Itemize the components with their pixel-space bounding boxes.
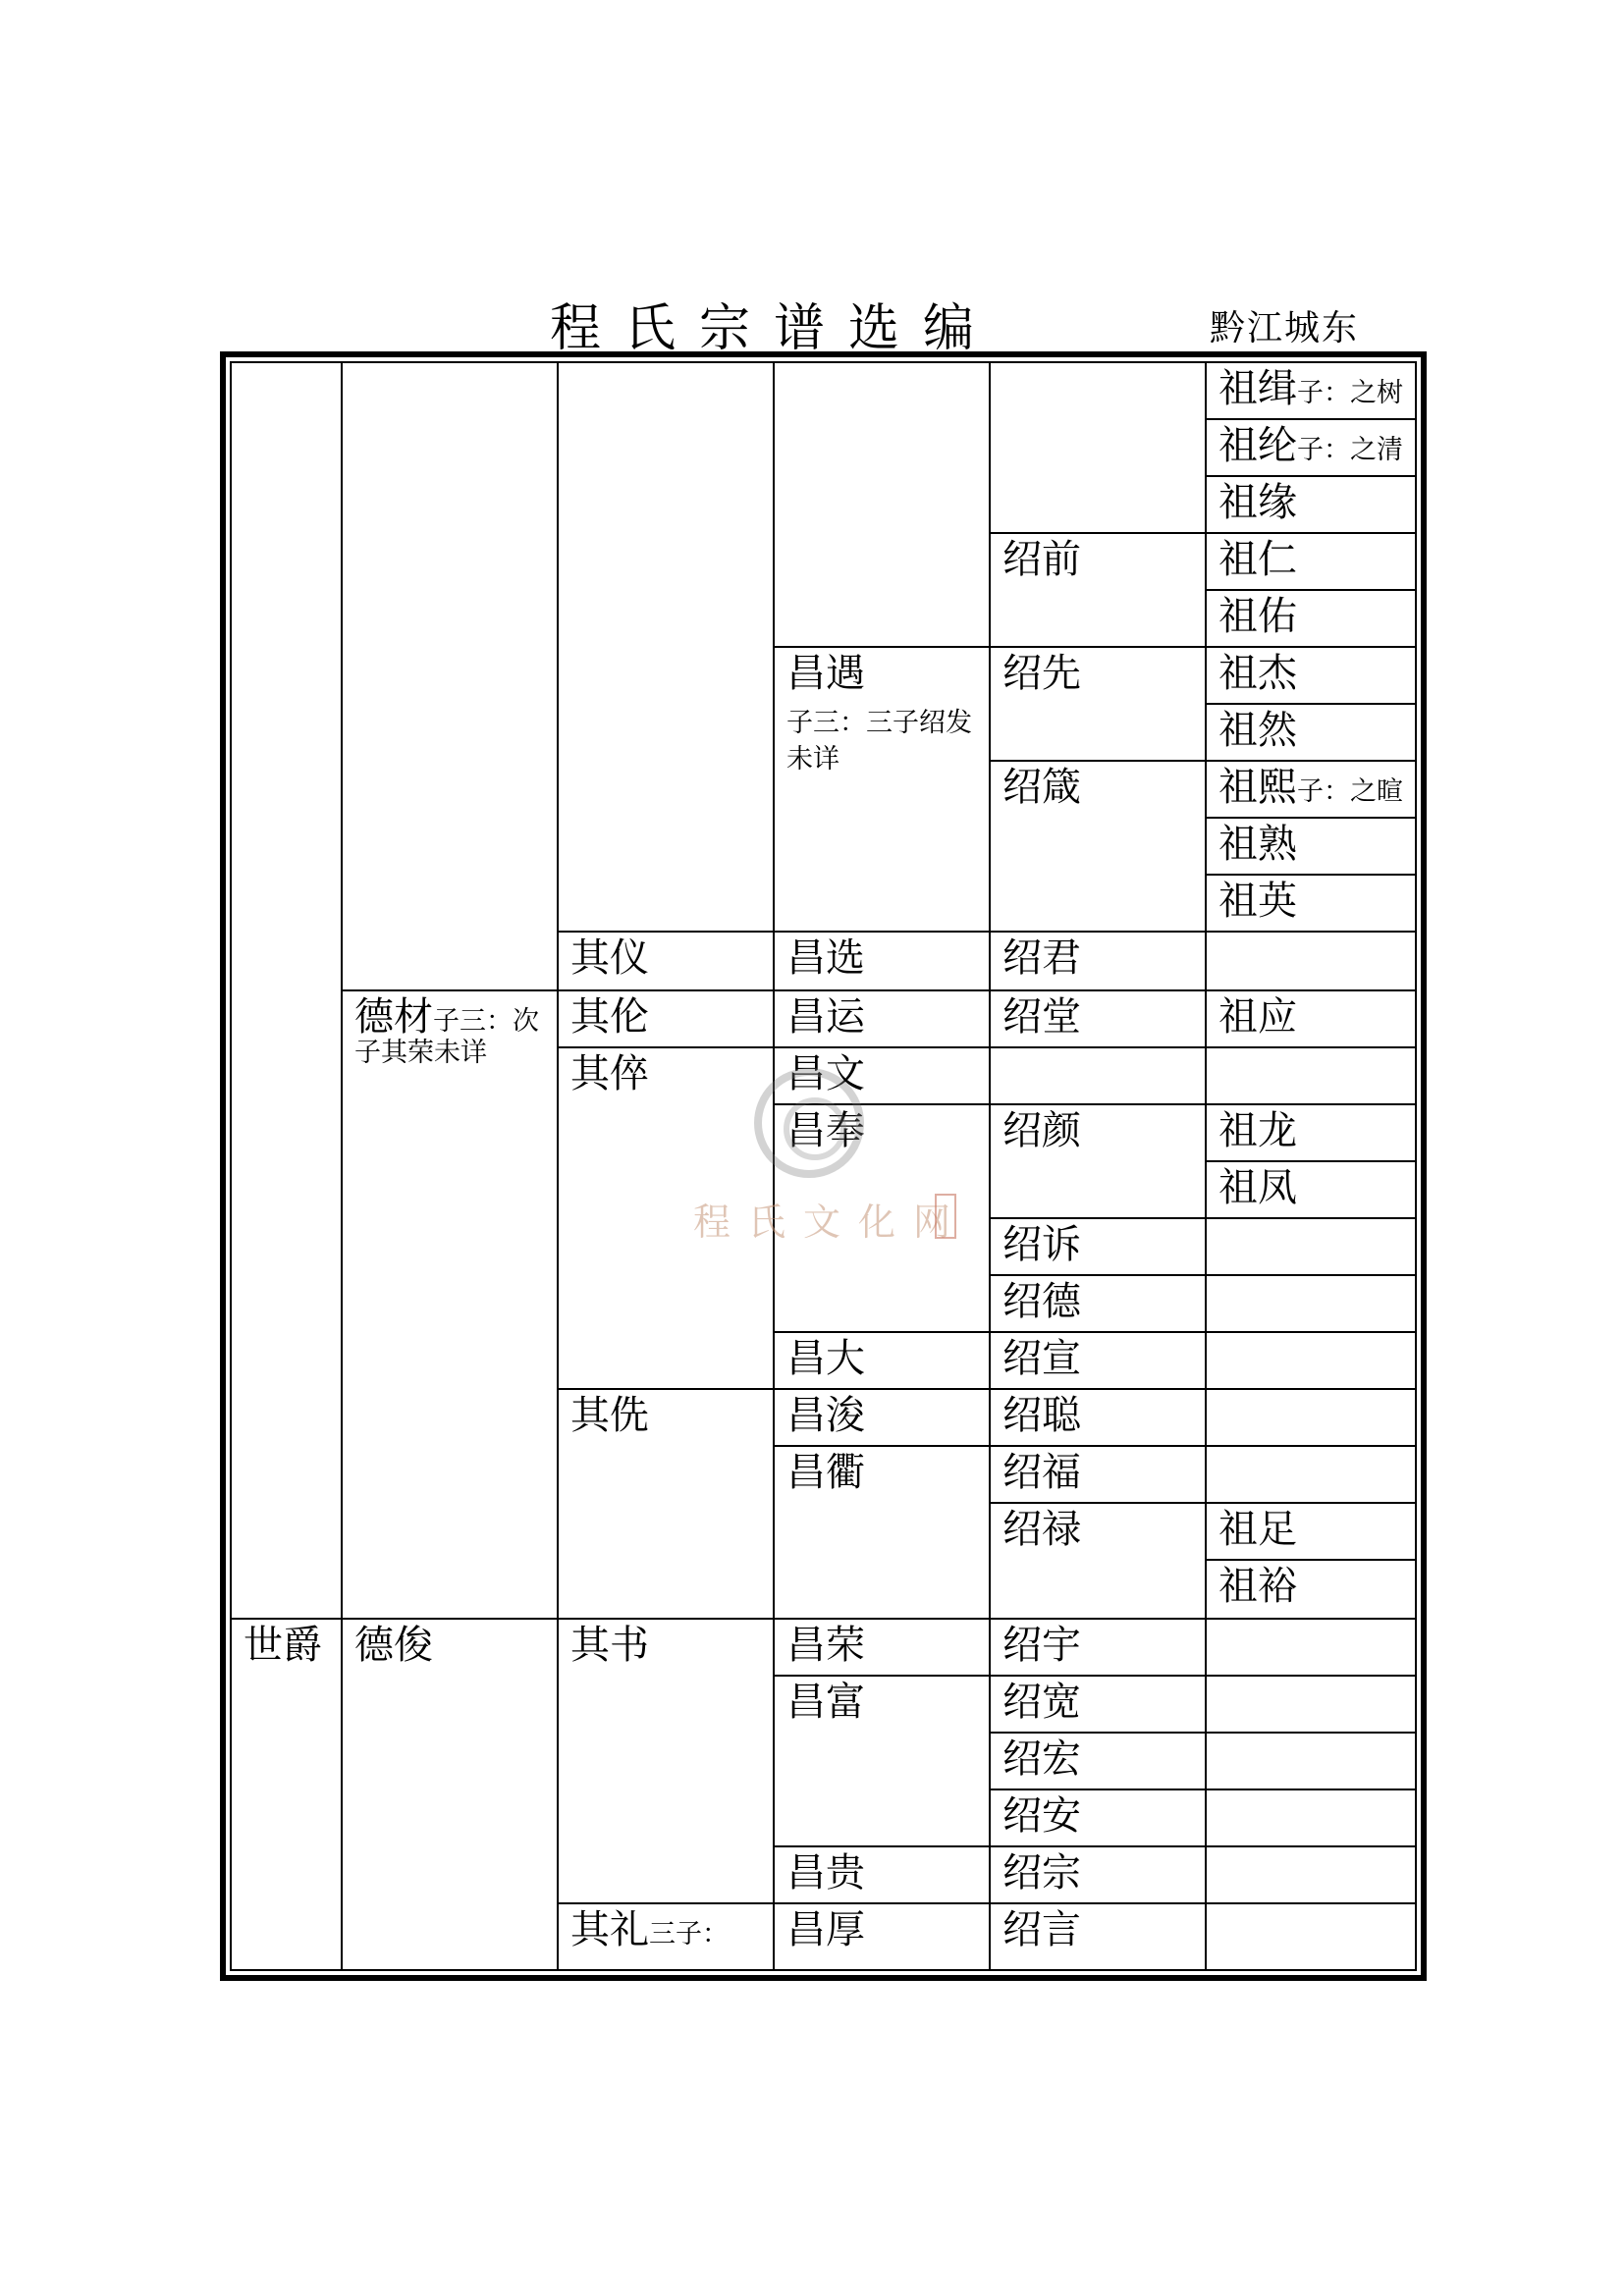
row-divider: [773, 1331, 989, 1333]
row-divider: [557, 1388, 773, 1390]
row-divider: [1205, 1331, 1417, 1333]
person-name: 昌贵: [786, 1850, 865, 1896]
row-divider: [557, 1046, 773, 1048]
row-divider: [1205, 874, 1417, 876]
person-cell: [1002, 1623, 1081, 1668]
person-name: 祖裕: [1218, 1564, 1297, 1609]
person-cell: [1002, 935, 1081, 981]
person-cell: [1218, 423, 1403, 468]
person-name: 绍宽: [1002, 1680, 1081, 1725]
row-divider: [1205, 931, 1417, 933]
person-name: 祖纶: [1218, 423, 1297, 468]
person-name: 绍聪: [1002, 1393, 1081, 1438]
person-cell: [244, 1623, 322, 1668]
row-divider: [1205, 1160, 1417, 1162]
person-name: 其侁: [570, 1393, 649, 1438]
person-cell: [1218, 1165, 1297, 1210]
row-divider: [989, 931, 1205, 933]
person-name: 祖熟: [1218, 822, 1297, 867]
branch-region: 黔江城东: [1210, 308, 1360, 348]
person-name: 祖缉: [1218, 366, 1297, 411]
row-divider: [989, 1331, 1205, 1333]
person-cell: [786, 1623, 865, 1668]
row-divider: [341, 989, 557, 991]
row-divider: [1205, 1274, 1417, 1276]
person-name: 绍颜: [1002, 1108, 1081, 1153]
row-divider: [1205, 1388, 1417, 1390]
person-name: 绍前: [1002, 537, 1081, 582]
row-divider: [1205, 760, 1417, 762]
person-cell: [1218, 594, 1297, 639]
person-cell: [1218, 994, 1297, 1040]
person-cell: [570, 994, 649, 1040]
person-cell: [570, 935, 649, 981]
row-divider: [773, 1445, 989, 1447]
person-name: 绍君: [1002, 935, 1081, 981]
person-cell: [786, 994, 865, 1040]
row-divider: [557, 989, 773, 991]
row-divider: [1205, 1502, 1417, 1504]
sons-note: 三子：: [649, 1919, 729, 1949]
row-divider: [1205, 532, 1417, 534]
person-cell: [786, 935, 865, 981]
watermark-stamp-icon: [935, 1194, 956, 1239]
person-cell: [1218, 1564, 1297, 1609]
person-name: 祖然: [1218, 708, 1297, 753]
person-name: 其伦: [570, 994, 649, 1040]
row-divider: [989, 1732, 1205, 1734]
person-cell: [1002, 765, 1081, 810]
sons-note-detail: 子其荣未详: [354, 1038, 487, 1068]
row-divider: [1205, 589, 1417, 591]
person-name: 昌荣: [786, 1623, 865, 1668]
row-divider: [1205, 1675, 1417, 1677]
row-divider: [341, 1618, 557, 1620]
row-divider: [1205, 703, 1417, 705]
column-divider: [989, 361, 991, 1971]
person-cell: [786, 1907, 865, 1952]
person-name: 昌运: [786, 994, 865, 1040]
person-name: 祖熙: [1218, 765, 1297, 810]
person-name: 昌选: [786, 935, 865, 981]
row-divider: [557, 1902, 773, 1904]
row-divider: [989, 1274, 1205, 1276]
row-divider: [989, 1902, 1205, 1904]
person-cell: [1002, 1393, 1081, 1438]
sons-note: 子：之暄: [1297, 776, 1403, 807]
sons-note: 子：之树: [1297, 378, 1403, 408]
row-divider: [773, 1902, 989, 1904]
row-divider: [989, 1845, 1205, 1847]
person-cell: [570, 1623, 649, 1668]
row-divider: [1205, 1789, 1417, 1790]
row-divider: [989, 646, 1205, 648]
person-cell: [1218, 1507, 1297, 1552]
row-divider: [989, 1502, 1205, 1504]
person-cell: [570, 1051, 649, 1096]
watermark-seal-icon: [754, 1068, 864, 1178]
person-cell: [1002, 651, 1081, 696]
person-name: 其书: [570, 1623, 649, 1668]
person-cell: [1002, 1222, 1081, 1267]
sons-note: 子三：次: [433, 1006, 539, 1037]
person-cell: [1002, 1336, 1081, 1381]
person-name: 德材: [354, 994, 433, 1040]
person-name: 昌厚: [786, 1907, 865, 1952]
person-name: 德俊: [354, 1623, 433, 1668]
person-cell: [1002, 537, 1081, 582]
person-cell: [1218, 822, 1297, 867]
row-divider: [1205, 1618, 1417, 1620]
person-name: 昌衢: [786, 1450, 865, 1495]
person-cell: [354, 994, 539, 1040]
person-cell: [354, 1623, 433, 1668]
person-cell: [786, 1850, 865, 1896]
person-name: 祖凤: [1218, 1165, 1297, 1210]
person-name: 绍德: [1002, 1279, 1081, 1324]
person-name: 祖佑: [1218, 594, 1297, 639]
person-cell: [1002, 1736, 1081, 1782]
person-cell: [1002, 1450, 1081, 1495]
person-name: 祖缘: [1218, 480, 1297, 525]
row-divider: [1205, 1845, 1417, 1847]
person-cell: [570, 1907, 729, 1952]
row-divider: [773, 1388, 989, 1390]
row-divider: [773, 1675, 989, 1677]
person-cell: [786, 1450, 865, 1495]
row-divider: [1205, 1217, 1417, 1219]
page-title: 程氏宗谱选编: [550, 299, 999, 358]
person-cell: [570, 1393, 649, 1438]
row-divider: [1205, 817, 1417, 819]
person-cell: [1002, 1507, 1081, 1552]
row-divider: [989, 1789, 1205, 1790]
person-name: 其仪: [570, 935, 649, 981]
person-name: 祖应: [1218, 994, 1297, 1040]
row-divider: [773, 931, 989, 933]
person-name: 绍宗: [1002, 1850, 1081, 1896]
person-cell: [1002, 1850, 1081, 1896]
person-name: 世爵: [244, 1623, 322, 1668]
person-cell: [1218, 765, 1403, 810]
row-divider: [1205, 418, 1417, 420]
person-cell: [1002, 1907, 1081, 1952]
row-divider: [1205, 1046, 1417, 1048]
person-name: 昌文: [786, 1051, 865, 1096]
person-name: 其礼: [570, 1907, 649, 1952]
row-divider: [1205, 1559, 1417, 1561]
person-name: 绍诉: [1002, 1222, 1081, 1267]
row-divider: [230, 1618, 341, 1620]
person-name: 绍宇: [1002, 1623, 1081, 1668]
person-cell: [1218, 651, 1297, 696]
row-divider: [557, 931, 773, 933]
row-divider: [773, 1046, 989, 1048]
column-divider: [557, 361, 559, 1971]
person-name: 绍宏: [1002, 1736, 1081, 1782]
person-name: 绍宣: [1002, 1336, 1081, 1381]
column-divider: [1205, 361, 1207, 1971]
row-divider: [989, 1618, 1205, 1620]
watermark-text: 程氏文化网: [693, 1201, 969, 1244]
person-cell: [1218, 708, 1297, 753]
person-name: 昌遇: [786, 651, 865, 696]
person-name: 其倅: [570, 1051, 649, 1096]
column-divider: [341, 361, 343, 1971]
row-divider: [1205, 475, 1417, 477]
person-name: 祖英: [1218, 879, 1297, 924]
row-divider: [989, 989, 1205, 991]
row-divider: [989, 532, 1205, 534]
row-divider: [1205, 1103, 1417, 1105]
person-name: 绍先: [1002, 651, 1081, 696]
row-divider: [773, 646, 989, 648]
person-cell: [786, 1680, 865, 1725]
row-divider: [989, 760, 1205, 762]
row-divider: [773, 1618, 989, 1620]
person-cell: [1218, 366, 1403, 411]
row-divider: [773, 1845, 989, 1847]
person-name: 昌浚: [786, 1393, 865, 1438]
person-name: 绍禄: [1002, 1507, 1081, 1552]
row-divider: [989, 1217, 1205, 1219]
row-divider: [989, 1445, 1205, 1447]
row-divider: [989, 1103, 1205, 1105]
person-name: 绍箴: [1002, 765, 1081, 810]
person-cell: [786, 651, 865, 696]
person-name: 昌大: [786, 1336, 865, 1381]
person-name: 祖仁: [1218, 537, 1297, 582]
person-name: 祖足: [1218, 1507, 1297, 1552]
person-name: 昌奉: [786, 1108, 865, 1153]
person-cell: [786, 1336, 865, 1381]
person-cell: [786, 1393, 865, 1438]
row-divider: [1205, 646, 1417, 648]
row-divider: [989, 1388, 1205, 1390]
row-divider: [1205, 1732, 1417, 1734]
person-cell: [1002, 994, 1081, 1040]
row-divider: [557, 1618, 773, 1620]
person-name: 祖杰: [1218, 651, 1297, 696]
person-cell: [1002, 1680, 1081, 1725]
person-name: 昌富: [786, 1680, 865, 1725]
person-cell: [1218, 537, 1297, 582]
person-name: 绍言: [1002, 1907, 1081, 1952]
sons-note: 子：之清: [1297, 435, 1403, 465]
person-name: 绍堂: [1002, 994, 1081, 1040]
row-divider: [773, 989, 989, 991]
person-name: 祖龙: [1218, 1108, 1297, 1153]
person-name: 绍福: [1002, 1450, 1081, 1495]
sons-note-detail: 子三：三子绍发未详: [786, 708, 972, 774]
row-divider: [1205, 1445, 1417, 1447]
person-cell: [1002, 1279, 1081, 1324]
person-cell: [1002, 1793, 1081, 1839]
person-cell: [1218, 879, 1297, 924]
person-cell: [1002, 1108, 1081, 1153]
row-divider: [1205, 989, 1417, 991]
row-divider: [989, 1046, 1205, 1048]
person-cell: [1218, 480, 1297, 525]
row-divider: [989, 1675, 1205, 1677]
person-name: 绍安: [1002, 1793, 1081, 1839]
row-divider: [1205, 1902, 1417, 1904]
person-cell: [1218, 1108, 1297, 1153]
